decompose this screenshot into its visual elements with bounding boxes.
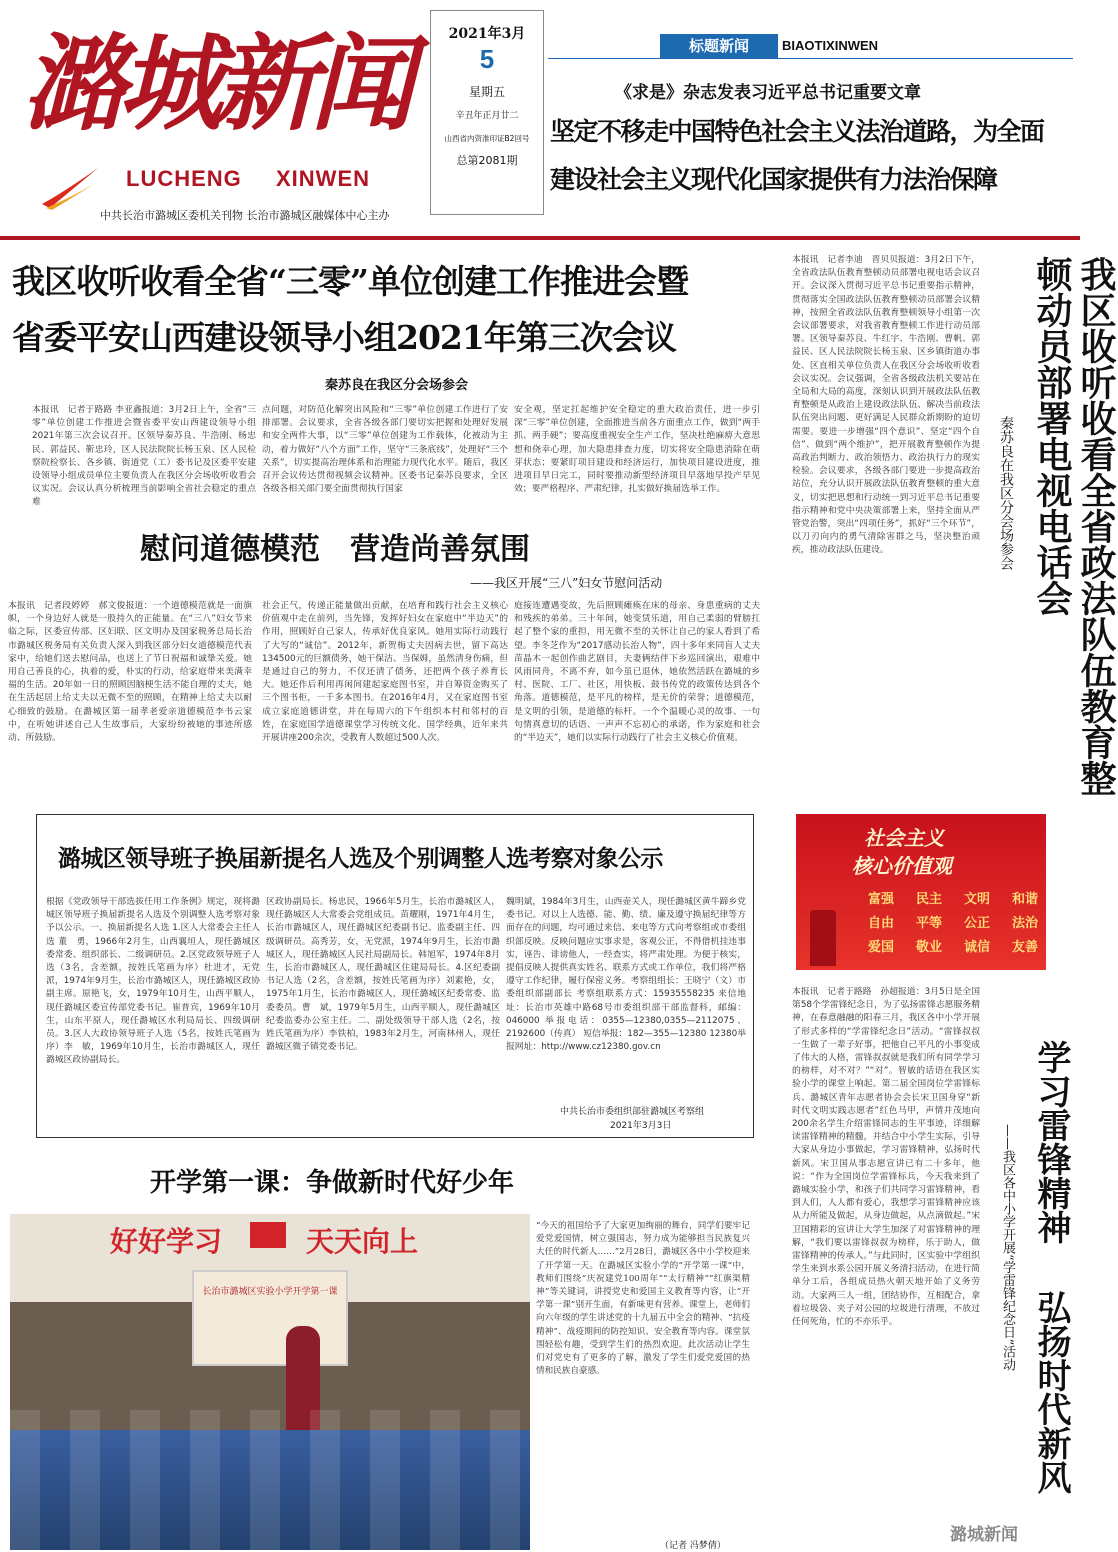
- right-lead-body: 本报讯 记者李迪 晋贝贝报道：3月2日下午，全省政法队伍教育整顿动员部署电视电话会议召开。会议深入贯彻习近平总书记重要指示精神，贯彻落实全国政法队伍教育整顿动员部署会议精神，按照全省政法队伍教育整顿领导小组第一次会议部署要求，对我省教育整顿工作进行动员部署。区领导秦苏良、牛红宇、牛浩刚、曹帆、郭益民、区人民法院院长杨玉泉、区乡镇街道办事处、区直相关单位负责人在我区分会场收听收看会议实况。会议强调，全省各级政法机关要站在全局和大局的高度，深刻认识到开展政法队伍教育整顿是从政治上建设政法队伍、解决当前政法队伍突出问题、更好满足人民群众新期盼的迫切需要。要进一步增强“四个意识”、坚定“四个自信”、做到“两个维护”，把开展教育整顿作为提高政治判断力、政治领悟力、政治执行力的现实检验。会议要求，各级各部门要进一步提高政治站位，充分认识开展政法队伍教育整顿的重大意义，切实把思想和行动统一到习近平总书记重要指示精神和党中央决策部署上来，坚持全面从严管党治警，突出“四项任务”，抓好“三个环节”，以刀刃向内的勇气清除害群之马，坚决整治顽疾，推动政法队伍建设。: [792, 255, 980, 556]
- women-col-3: 庭接连遭遇变故，先后照顾瘫痪在床的母亲、身患重病的丈夫和残疾的弟弟。三十年间，她变赁乐道，用自己柔弱的臂膀扛起了整个家的重担，用无微不至的关怀让自己的家人看到了希望。李冬芝作为“2017感动长治人物”，四十多年来同盲人丈夫苗晶木一起创作曲艺剧目，夫妻俩结伴下乡巡回演出，艰难中风雨同舟，不离不弃，如今虽已退休，她依然活跃在潞城的乡村、医院、工厂、社区，用快板、鼓书传党的政策传达到各个角落。道德模范，是平凡的榜样，是无价的荣誉；道德模范，是文明的引领，是道德的标杆。一个个温暖心灵的故事、一句句情真意切的话语、一声声不忘初心的承诺，作为家庭和社会的“半边天”，她们以实际行动践行了社会主义核心价值观。: [514, 601, 760, 744]
- values-row-3: [868, 936, 1038, 955]
- school-banner-left: 好好学习: [110, 1225, 223, 1258]
- lead-col-2: 点问题，对防范化解突出风险和“三零”单位创建工作进行了安排部署。会议要求，全省各级各部门要切实把握和处理好发展和安全两件大事，以“三零”单位创建为工作载体，化被动为主动，着力做好“八个方面”工作，坚守“三条底线”，处理好“三个关系”，切实提高治理体系和治理能力现代化水平。随后，我区召开会议传达贯彻视频会议精神。区委书记秦苏良要求，全区各级各相关部门要全面贯彻执行国家: [262, 405, 508, 495]
- masthead-divider: [0, 236, 1080, 240]
- ticker-rule: [548, 58, 1073, 59]
- school-banner-right: 天天向上: [306, 1225, 419, 1258]
- notice-signature: 中共长治市委组织部驻潞城区考察组: [560, 1107, 705, 1117]
- lead-title-1: 我区收听收看全省“三零”单位创建工作推进会暨: [12, 262, 688, 301]
- women-col-1: 本报讯 记者段婷婷 郝文俊报道：一个道德模范就是一面旗帜，一个身边好人就是一股持久的正能量。在“三八”妇女节来临之际，区委宣传部、区妇联、区文明办及国家税务总局长治市潞城区税务局有关负责人深入到我区部分妇女道德模范代表家中，给她们送去慰问品，也送上了节日祝福和诚挚关爱。她用自己善良的心，执着的爱，朴实的行动，给家庭带来美满幸福的生活。20年如一日的照顾因脑梗生活不能自理的丈夫，她在生活起居上给丈夫以无微不至的照顾，在精神上给丈夫以耐心细致的鼓励。在潞城区第一届孝老爱亲道德模范李书云家中，在听她讲述自己人生故事后，大家纷纷被她的事迹所感动、所鼓励。: [8, 601, 252, 744]
- sponsor-line: 中共长治市潞城区委机关刊物 长治市潞城区融媒体中心主办: [100, 209, 390, 222]
- date-day: 5: [479, 44, 495, 75]
- value-word: 和谐: [1011, 892, 1038, 907]
- value-word: 自由: [868, 916, 895, 931]
- school-photo: [10, 1214, 530, 1550]
- leifeng-vertical-sub: ——我区各中小学开展“学雷锋纪念日”活动: [1000, 1124, 1015, 1372]
- date-year-month: 2021年3月: [448, 26, 526, 42]
- value-word: 敬业: [915, 940, 942, 955]
- school-screen: 长治市潞城区实验小学开学第一课: [192, 1270, 348, 1366]
- ticker-headline-2: 建设社会主义现代化国家提供有力法治保障: [550, 165, 997, 194]
- masthead-logo: 潞城新闻: [22, 22, 407, 145]
- school-title: 开学第一课：争做新时代好少年: [150, 1168, 515, 1198]
- values-title-1: 社会主义: [864, 826, 944, 850]
- notice-col-2: 区政协副局长。杨忠民，1966年5月生，长治市潞城区人，现任潞城区人大常委会党组成员。苗耀刚，1971年4月生，长治市潞城区人，现任潞城区纪委副书记、监委副主任、四级调研员。高秀芳，女，无党派，1974年9月生，长治市潞城区人，现任潞城区人民社局副局长。韩旭军，1974年8月生，长治市潞城区人，现任潞城区住建局局长。4.区纪委副书记人选（2名，含差额，按姓氏笔画为序）刘素艳，女，1975年1月生，长治市潞城区人，现任潞城区纪委常委、监委委员。曹 斌，1979年5月生，山西平顺人，现任潞城区纪委监委办公室主任。二、副处级领导干部人选（2名，按姓氏笔画为序）李铁柏，1983年2月生，河南林州人，现任潞城区微子镇党委书记。: [266, 897, 500, 1053]
- ticker-roman: BIAOTIXINWEN: [782, 38, 879, 53]
- date-issue: 总第2081期: [456, 154, 518, 168]
- women-title: 慰问道德模范 营造尚善氛围: [140, 532, 530, 567]
- value-word: 公正: [963, 916, 990, 931]
- ticker-label: 标题新闻: [660, 34, 778, 58]
- right-lead-vertical-title: 我区收听收看全省政法队伍教育整顿动员部署电视电话会: [1031, 256, 1117, 796]
- values-row-1: [868, 888, 1038, 907]
- notice-sign-date: 2021年3月3日: [610, 1121, 672, 1131]
- women-col-2: 社会正气，传递正能量做出贡献，在培育和践行社会主义核心价值观中走在前列，当先锋，发挥好妇女在家庭中“半边天”的作用，照顾好自己家人，传承好优良家风。她用实际行动践行了大写的“诚信”。2012年，新贺梅丈夫因病去世，留下高达134500元的巨额债务，她干保洁、当保姆，虽然清身伤痛，但是通过自己的努力，不仅还清了债务，还把两个孩子养育长大。她还作后利用再闲间建起家庭图书室，并自筹资金购买了三个图书柜，一千多本图书。在2016年4月，又在家庭图书室成立家庭道德讲堂，并在每周六的下午组织本村和邻村的百姓，在家庭国学道德课堂学习传统文化、国学经典，近年来共开展讲座200余次，受教育人数超过500人次。: [262, 601, 508, 744]
- masthead-roman-right: XINWEN: [276, 166, 370, 191]
- lead-subtitle: 秦苏良在我区分会场参会: [325, 378, 469, 393]
- value-word: 文明: [963, 892, 990, 907]
- lead-col-3: 安全观，坚定扛起维护安全稳定的重大政治责任，进一步引深“三零”单位创建，全面推进当前各方面重点工作，做到“两手抓、两手硬”；要高度重视安全生产工作，坚决杜绝麻痹大意思想和侥幸心理，加大隐患排查力度，切实将安全隐患消除在萌芽状态；要紧盯项目建设和经济运行，加快项目建设进度，推进项目早日完工，同时要推动新型经济项目早落地早投产早见效；要严格程序、严肃纪律，扎实做好换届选举工作。: [514, 405, 760, 495]
- values-banner: [796, 814, 1046, 970]
- masthead-roman-left: LUCHENG: [126, 166, 242, 191]
- school-credit: （记者 冯梦倩）: [660, 1541, 726, 1551]
- value-word: 富强: [868, 892, 895, 907]
- logo-bird-icon: [40, 164, 100, 210]
- date-lunar: 辛丑年正月廿二: [455, 110, 519, 121]
- value-word: 平等: [915, 916, 942, 931]
- leifeng-vertical-title-1: 学习雷锋精神: [1031, 1040, 1071, 1244]
- value-word: 法治: [1011, 916, 1038, 931]
- women-subtitle: ——我区开展“三八”妇女节慰问活动: [470, 576, 663, 590]
- watermark: 潞城新闻: [950, 1525, 1018, 1545]
- date-box: [430, 10, 544, 215]
- value-word: 爱国: [868, 940, 895, 955]
- values-title-2: 核心价值观: [852, 854, 952, 878]
- lead-col-1: 本报讯 记者于路路 李亚鑫报道：3月2日上午，全省“三零”单位创建工作推进会暨省委平安山西建设领导小组2021年第三次会议召开。区领导秦苏良、牛浩刚、杨忠民、郭益民、靳忠玲，区人民法院院长杨玉泉、区人民检察院检察长、各乡镇、街道党（工）委书记及区委平安建设领导小组成员单位主要负责人在我区分会场收听收看会议实况。会议认真分析梳理当前影响全省社会稳定的重点难: [32, 405, 256, 508]
- lead-title-2: 省委平安山西建设领导小组2021年第三次会议: [12, 318, 676, 357]
- date-permit: 山西省内资准印证B2回号: [444, 134, 530, 144]
- school-body: “今天的祖国给予了大家更加绚丽的舞台，同学们要牢记爱党爱国情，树立强国志，努力成为能够担当民族复兴大任的时代新人……”2月28日，潞城区各中小学校迎来了开学第一天。在潞城区实验小学的“开学第一课”中，教师们围绕“庆祝建党100周年”“太行精神”“红旗渠精神”等关键词，讲授党史和爱国主义教育等内容，让“开学第一课”别开生面，有新味更有营养。课堂上，老师们向六年级的学生讲述党的十九届五中全会的精神、“抗疫精神”、战疫期间的防控知识、安全教育等内容。课堂氛围轻松有趣，受到学生们的热烈欢迎。此次活动让学生们对党史有了更多的了解，激发了学生们爱党爱国的热情和民族自豪感。: [536, 1221, 750, 1377]
- value-word: 诚信: [963, 940, 990, 955]
- notice-col-1: 根据《党政领导干部选拔任用工作条例》规定，现将潞城区领导班子换届新提名人选及个别调整人选考察对象予以公示。一、换届新提名人选 1.区人大常委会主任人选 董 勇，1966年2月生，山西襄垣人，现任潞城区委常委、组织部长、二级调研员。2.区党政领导班子人选（3名，含差额，按姓氏笔画为序）杜进才，无党派，1974年9月生，长治市潞城区人，现任潞城区政协副主席。原艳飞，女，1979年10月生，山西平顺人，现任潞城区委宣传部党委书记。崔普宾，1969年10月生，山东平原人，现任潞城区水利局局长、四级调研员。3.区人大政协领导班子人选（5名，按姓氏笔画为序）李 敏，1969年10月生，长治市潞城区人，现任潞城区政协副局长。: [46, 897, 260, 1066]
- leifeng-vertical-title-2: 弘扬时代新风: [1031, 1290, 1071, 1494]
- notice-col-3: 魏明斌，1984年3月生，山西壶关人，现任潞城区黄牛蹄乡党委书记。对以上人选德、能、勤、绩、廉及遵守换届纪律等方面存在的问题，均可通过来信、来电等方式向考察组或市委组织部反映。反映问题应实事求是，客观公正，不得借机挂违事实，诬告、诽谤他人，一经查实，将严肃处理。为便于核实，提倡反映人提供真实姓名、联系方式或工作单位，我们将严格遵守工作纪律，履行保密义务。考察组组长：王晓宁（文）市委组织部副部长 考察组联系方式：15935558235 来信地址：长治市英雄中路68号市委组织部干部监督科，邮编：046000 举报电话：0355—12380,0355—2112075、2192600（传真） 短信举报：182—355—12380 12380举报网址：http://www.cz12380.gov.cn: [506, 897, 746, 1053]
- pagoda-icon: [810, 910, 836, 966]
- right-lead-vertical-sub: 秦苏良在我区分会场参会: [998, 416, 1014, 570]
- value-word: 民主: [915, 892, 942, 907]
- flag-icon: [250, 1222, 286, 1248]
- value-word: 友善: [1011, 940, 1038, 955]
- notice-title: 潞城区领导班子换届新提名人选及个别调整人选考察对象公示: [58, 845, 663, 872]
- ticker-headline-1: 坚定不移走中国特色社会主义法治道路，为全面: [550, 117, 1044, 146]
- values-row-2: [868, 912, 1038, 931]
- ticker-subhead: 《求是》杂志发表习近平总书记重要文章: [615, 83, 921, 103]
- date-weekday: 星期五: [468, 84, 505, 99]
- leifeng-body: 本报讯 记者于路路 孙超报道：3月5日是全国第58个学雷锋纪念日，为了弘扬雷锋志愿服务精神，在春意融融的阳春三月，我区各中小学开展了形式多样的“学雷锋纪念日”活动。“雷锋叔叔一生做了一辈子好事，把他自己平凡的小事变成了伟大的人格，雷锋叔叔就是我们所有同学学习的榜样，对不对？”“对”。智敏的话语在我区实验小学的课堂上响起。第二届全国岗位学雷锋标兵、潞城区青年志愿者协会会长宋卫国身穿“新时代文明实践志愿者”红色马甲，声情并茂地向200余名学生介绍雷锋同志的生平事迹，详细解读雷锋精神的精髓，并结合中小学生实际，引导大家从身边小事做起，学习雷锋精神，弘扬时代新风。宋卫国从事志愿宣讲已有二十多年，他说：“作为全国岗位学雷锋标兵，今天我来到了潞城实验小学，和孩子们共同学习雷锋精神，看到人们，人人都有爱心，我想学习雷锋精神应该从力所能及做起，从身边做起，从点滴做起。”宋卫国精彩的宣讲让大学生加深了对雷锋精神的理解，“我们要以雷锋叔叔为榜样，乐于助人，做雷锋精神的传承人。”与此同时，区实验中学组织学生来到水系公园开展义务清扫活动，在进行简单分工后，各组成员热火朝天地开始了义务劳动。大家两三人一组，团结协作，互相配合，拿着垃圾袋、夹子对公园的垃圾进行清理，不放过任何死角，忙的不亦乐乎。: [792, 987, 980, 1328]
